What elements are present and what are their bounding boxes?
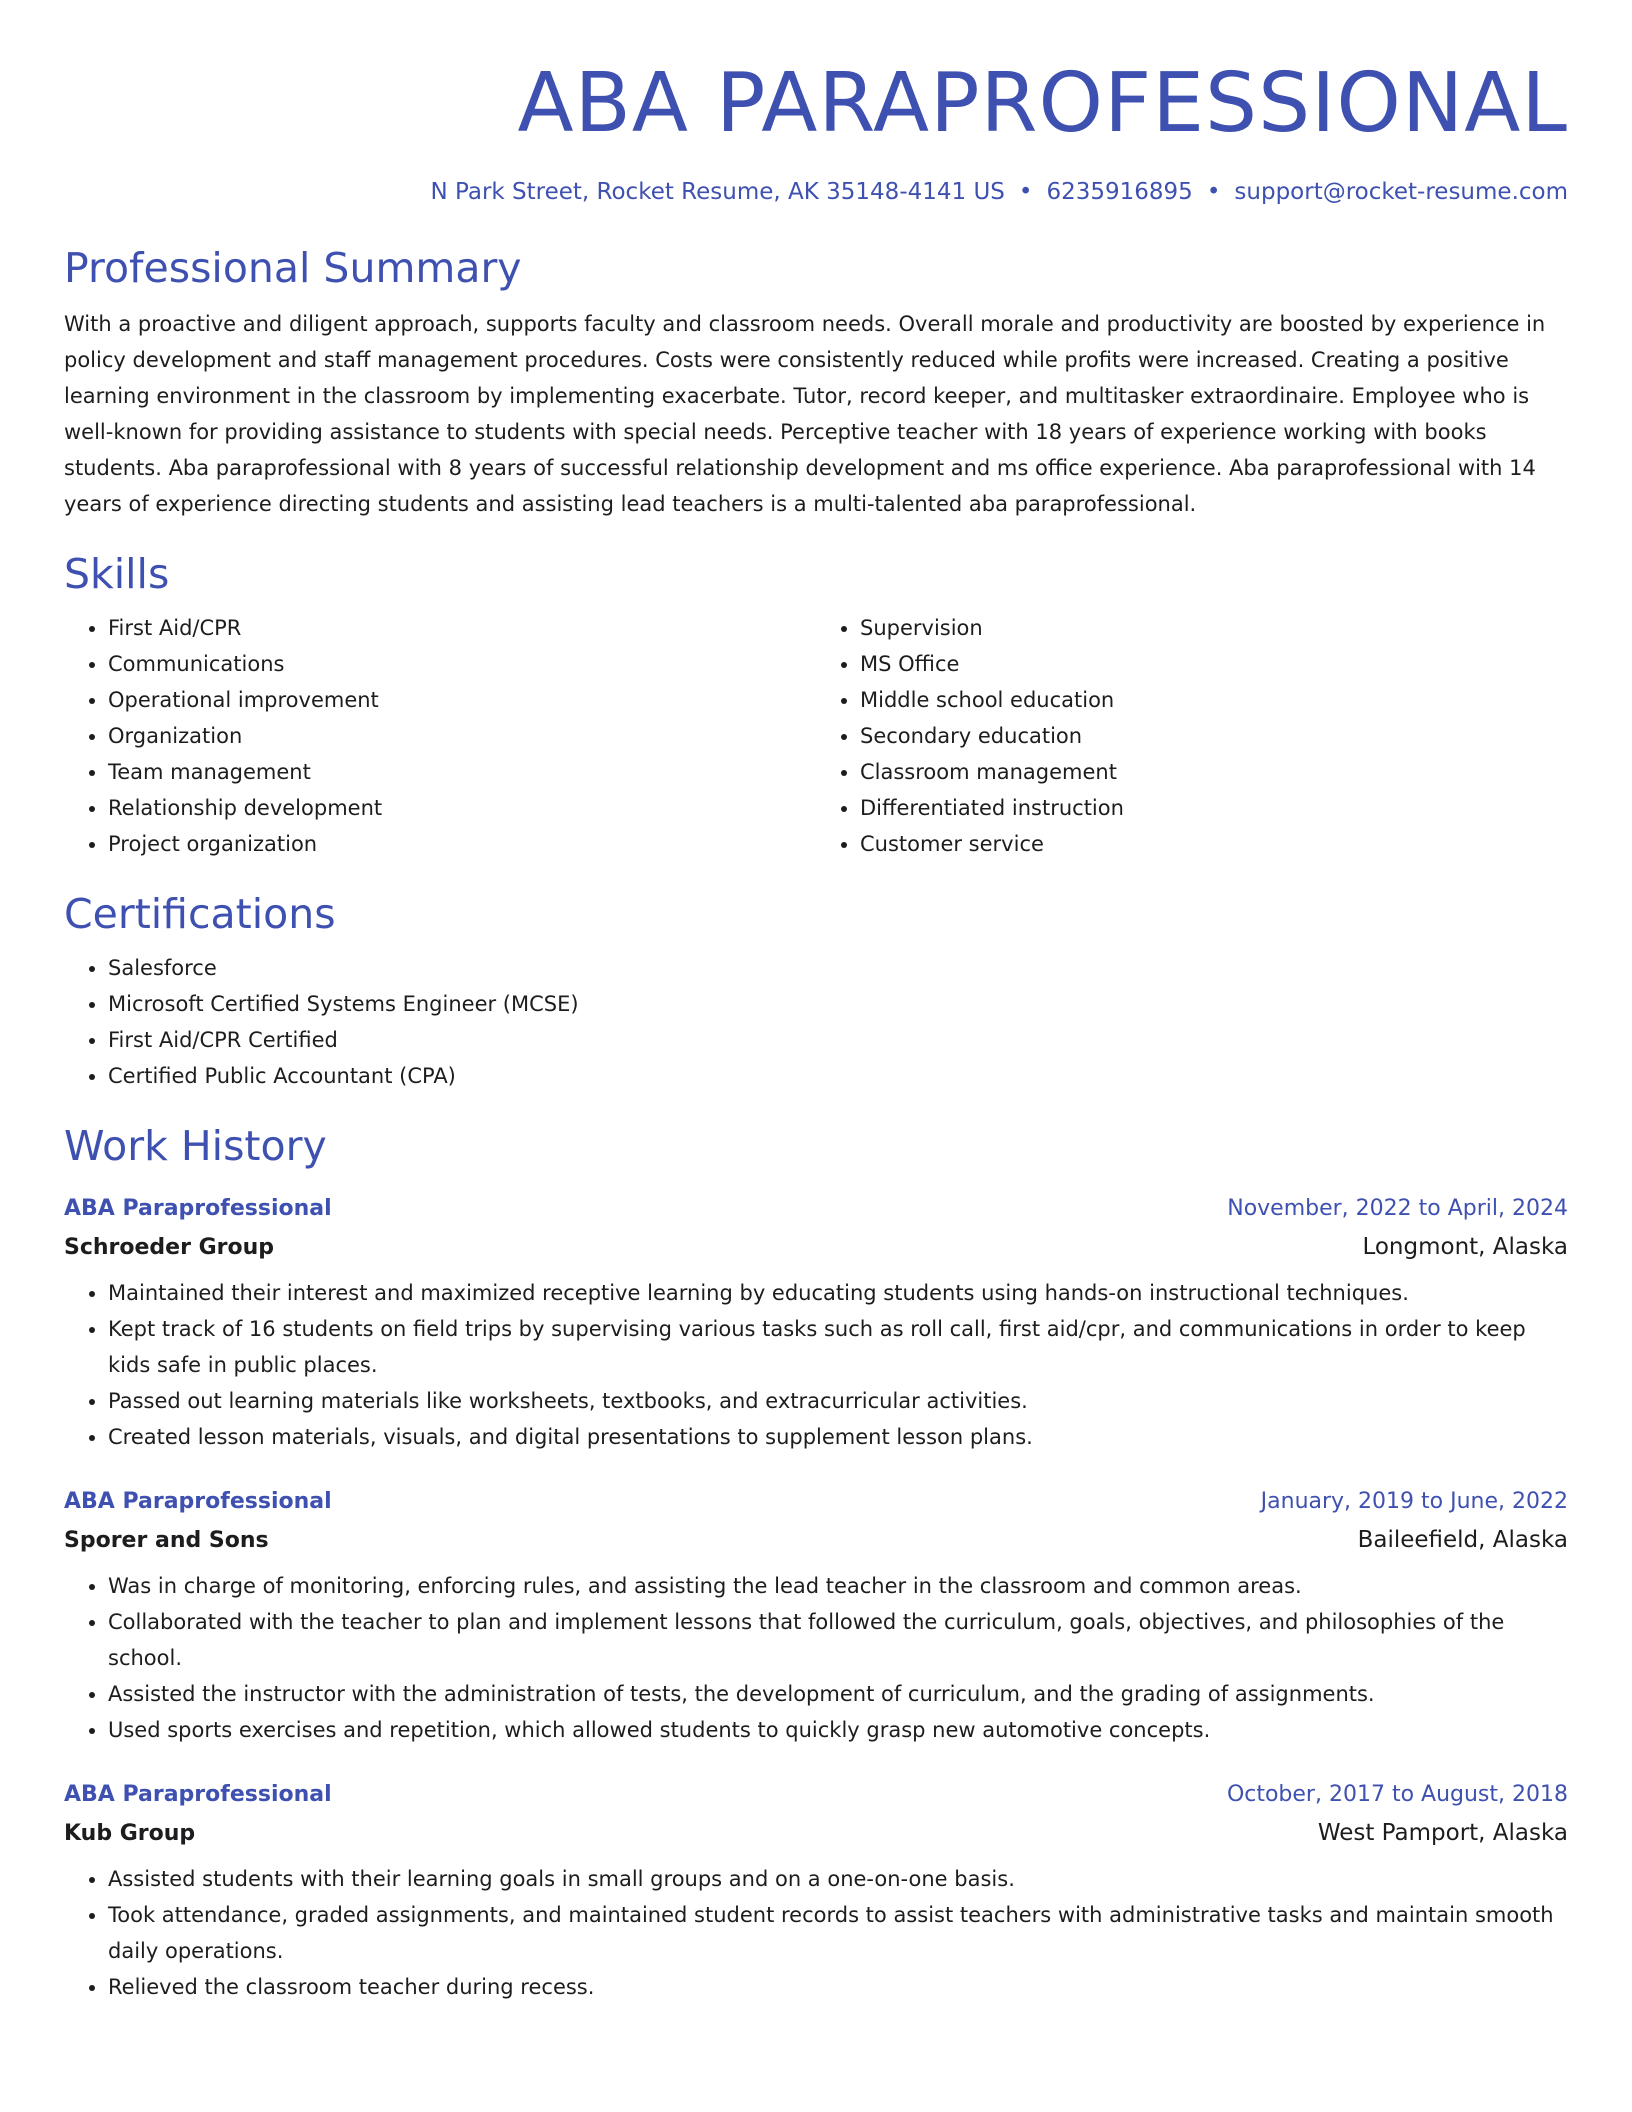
skill-item: • Relationship development	[108, 790, 816, 826]
certification-item: • Microsoft Certified Systems Engineer (MCSE)	[108, 986, 1568, 1022]
skill-item: • Customer service	[860, 826, 1568, 862]
job-location: West Pamport, Alaska	[1317, 1820, 1568, 1846]
job-bullet: • Kept track of 16 students on field trips by supervising various tasks such as roll call, first aid/cpr, and communications in order to keep kids safe in public places.	[108, 1311, 1568, 1383]
skill-item: • First Aid/CPR	[108, 610, 816, 646]
job-company-row	[64, 1521, 1568, 1560]
skill-item: • MS Office	[860, 646, 1568, 682]
candidate-name: ABA PARAPROFESSIONAL	[517, 56, 1568, 151]
job-location: Baileefield, Alaska	[1357, 1527, 1568, 1553]
job-bullet: • Used sports exercises and repetition, which allowed students to quickly grasp new automotive concepts.	[108, 1712, 1568, 1748]
job-bullets	[64, 1568, 1568, 1748]
job-dates: January, 2019 to June, 2022	[1260, 1489, 1568, 1514]
skills-heading: Skills	[64, 550, 170, 598]
contact-separator: •	[1206, 179, 1221, 205]
contact-line	[64, 176, 1568, 208]
skill-item: • Communications	[108, 646, 816, 682]
certification-item: • First Aid/CPR Certified	[108, 1022, 1568, 1058]
certification-item: • Salesforce	[108, 950, 1568, 986]
skill-item: • Project organization	[108, 826, 816, 862]
job-company-row	[64, 1814, 1568, 1853]
contact-phone: 6235916895	[1046, 179, 1193, 205]
job-title: ABA Paraprofessional	[64, 1489, 332, 1514]
job-company-row	[64, 1228, 1568, 1267]
job-header-row	[64, 1190, 1568, 1228]
job-bullets	[64, 1861, 1568, 2005]
job-bullet: • Passed out learning materials like worksheets, textbooks, and extracurricular activities.	[108, 1383, 1568, 1419]
skills-list-left	[64, 610, 816, 862]
skill-item: • Secondary education	[860, 718, 1568, 754]
job-entry	[64, 1483, 1568, 1748]
contact-address: N Park Street, Rocket Resume, AK 35148-4141 US	[430, 179, 1005, 205]
work-history-heading: Work History	[64, 1122, 327, 1170]
job-bullet: • Collaborated with the teacher to plan and implement lessons that followed the curriculum, goals, objectives, and philosophies of the school.	[108, 1604, 1568, 1676]
summary-heading: Professional Summary	[64, 244, 522, 292]
job-location: Longmont, Alaska	[1362, 1234, 1568, 1260]
skills-list-right	[816, 610, 1568, 862]
skill-item: • Supervision	[860, 610, 1568, 646]
certification-item: • Certified Public Accountant (CPA)	[108, 1058, 1568, 1094]
job-bullet: • Maintained their interest and maximized receptive learning by educating students using hands-on instructional techniques.	[108, 1275, 1568, 1311]
job-bullets	[64, 1275, 1568, 1455]
job-title: ABA Paraprofessional	[64, 1782, 332, 1807]
certifications-heading: Certifications	[64, 890, 336, 938]
job-bullet: • Relieved the classroom teacher during recess.	[108, 1969, 1568, 2005]
job-header-row	[64, 1483, 1568, 1521]
job-dates: October, 2017 to August, 2018	[1226, 1782, 1568, 1807]
skills-grid	[64, 610, 1568, 862]
skill-item: • Differentiated instruction	[860, 790, 1568, 826]
contact-email: support@rocket-resume.com	[1234, 179, 1568, 205]
skill-item: • Middle school education	[860, 682, 1568, 718]
job-bullet: • Assisted the instructor with the administration of tests, the development of curriculum, and the grading of assignments.	[108, 1676, 1568, 1712]
contact-separator: •	[1018, 179, 1033, 205]
job-title: ABA Paraprofessional	[64, 1196, 332, 1221]
summary-text: With a proactive and diligent approach, supports faculty and classroom needs. Overall morale and productivity are boosted by experience in policy development and staff management procedures. Costs were consistently reduced while profits were increased. Creating a positive learning environment in the classroom by implementing exacerbate. Tutor, record keeper, and multitasker extraordinaire. Employee who is well-known for providing assistance to students with special needs. Perceptive teacher with 18 years of experience working with books students. Aba paraprofessional with 8 years of successful relationship development and ms office experience. Aba paraprofessional with 14 years of experience directing students and assisting lead teachers is a multi-talented aba paraprofessional.	[64, 312, 1546, 516]
job-header-row	[64, 1776, 1568, 1814]
job-company: Kub Group	[64, 1821, 196, 1846]
skill-item: • Organization	[108, 718, 816, 754]
job-company: Schroeder Group	[64, 1235, 275, 1260]
certifications-list	[64, 950, 1568, 1094]
job-bullet: • Was in charge of monitoring, enforcing rules, and assisting the lead teacher in the classroom and common areas.	[108, 1568, 1568, 1604]
job-bullet: • Created lesson materials, visuals, and digital presentations to supplement lesson plans.	[108, 1419, 1568, 1455]
job-bullet: • Took attendance, graded assignments, and maintained student records to assist teachers with administrative tasks and maintain smooth daily operations.	[108, 1897, 1568, 1969]
job-entry	[64, 1776, 1568, 2005]
job-company: Sporer and Sons	[64, 1528, 269, 1553]
job-dates: November, 2022 to April, 2024	[1227, 1196, 1568, 1221]
job-entry	[64, 1190, 1568, 1455]
skill-item: • Classroom management	[860, 754, 1568, 790]
skill-item: • Team management	[108, 754, 816, 790]
skill-item: • Operational improvement	[108, 682, 816, 718]
job-bullet: • Assisted students with their learning goals in small groups and on a one-on-one basis.	[108, 1861, 1568, 1897]
